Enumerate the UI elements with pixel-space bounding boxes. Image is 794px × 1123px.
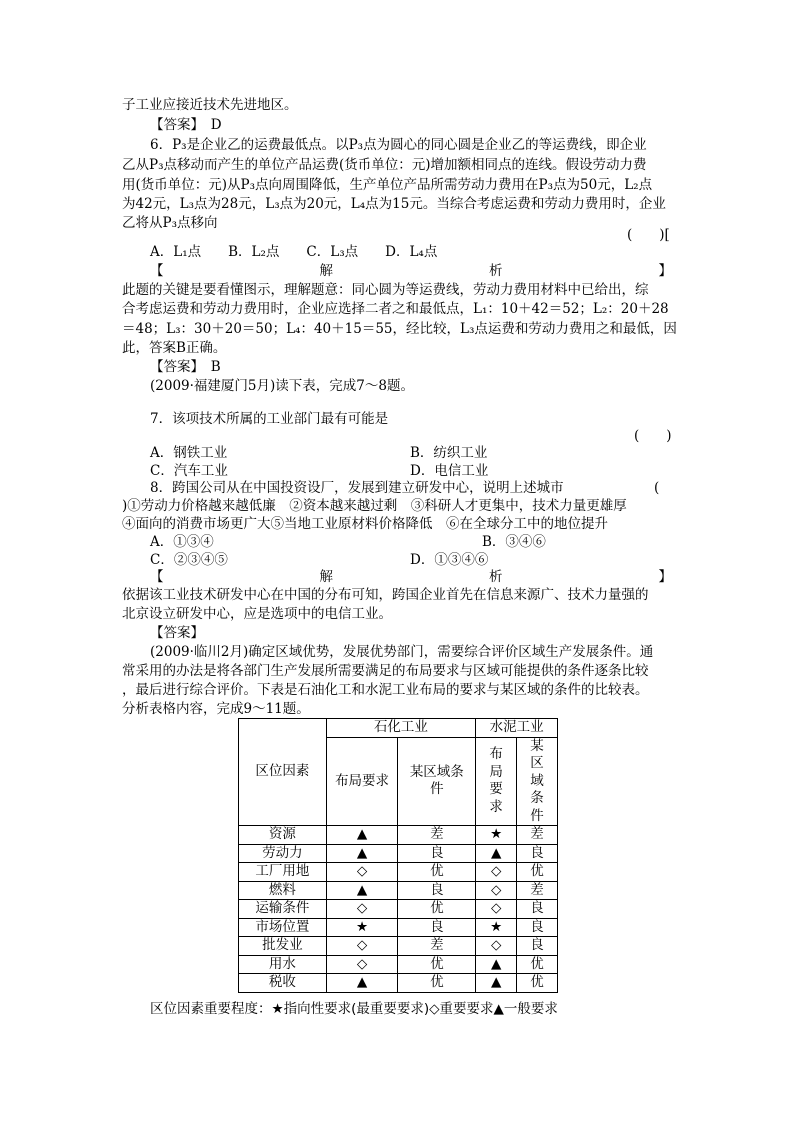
factor-cell: 劳动力 xyxy=(239,844,327,863)
header-cement-requirement: 布 局 要 求 xyxy=(476,737,517,826)
value-cell: 良 xyxy=(517,918,558,937)
value-cell: 良 xyxy=(398,844,476,863)
value-cell: 优 xyxy=(398,955,476,974)
q8-option-c: C．②③④⑤ xyxy=(150,552,228,568)
factor-cell: 批发业 xyxy=(239,937,327,956)
header-cement-condition: 某 区 域 条 件 xyxy=(517,737,558,826)
value-cell: ◇ xyxy=(326,955,398,974)
text-line: 常采用的办法是将各部门生产发展所需要满足的布局要求与区域可能提供的条件逐条比较 xyxy=(122,663,649,679)
header-factor: 区位因素 xyxy=(239,719,327,826)
text-line: 为42元，L₃点为28元，L₃点为20元，L₄点为15元。当综合考虑运费和劳动力费用时，企业 xyxy=(122,196,666,212)
header-cement: 水泥工业 xyxy=(476,719,558,738)
text-line: 分析表格内容，完成9～11题。 xyxy=(122,701,310,717)
q8-statements: )①劳动力价格越来越低廉 ②资本越来越过剩 ③科研人才更集中，技术力量更雄厚 xyxy=(122,498,627,514)
q8-option-d: D．①③④⑥ xyxy=(410,552,489,568)
analysis-header xyxy=(150,568,672,587)
xi-char: 析 xyxy=(489,569,503,585)
value-cell: ★ xyxy=(476,826,517,845)
value-cell: 优 xyxy=(517,863,558,882)
q6-options: A．L₁点 B．L₂点 C．L₃点 D．L₄点 xyxy=(150,244,438,260)
value-cell: 良 xyxy=(517,844,558,863)
value-cell: ◇ xyxy=(476,863,517,882)
answer-bracket: ( )[ xyxy=(627,227,670,243)
bracket-close: 】 xyxy=(658,569,672,585)
text-line: 乙从P₃点移动而产生的单位产品运费(货币单位：元)增加额相同点的连线。假设劳动力费 xyxy=(122,157,647,173)
value-cell: ◇ xyxy=(326,937,398,956)
jie-char: 解 xyxy=(319,263,333,279)
value-cell: ◇ xyxy=(326,863,398,882)
q8-option-b: B．③④⑥ xyxy=(482,534,546,550)
factor-cell: 燃料 xyxy=(239,881,327,900)
question-8: 8．跨国公司从在中国投资设厂，发展到建立研发中心，说明上述城市 xyxy=(150,480,564,496)
bracket-open: 【 xyxy=(150,569,164,585)
value-cell: ◇ xyxy=(476,937,517,956)
value-cell: ▲ xyxy=(476,955,517,974)
value-cell: 差 xyxy=(517,826,558,845)
analysis-text: 此题的关键是要看懂图示，理解题意：同心圆为等运费线，劳动力费用材料中已给出，综 xyxy=(122,282,649,298)
answer-bracket: ( xyxy=(654,480,660,496)
value-cell: ★ xyxy=(476,918,517,937)
value-cell: ◇ xyxy=(476,881,517,900)
value-cell: 差 xyxy=(517,881,558,900)
answer-bracket: ( ) xyxy=(634,428,672,444)
value-cell: 良 xyxy=(398,918,476,937)
analysis-text: 合考虑运费和劳动力费用时，企业应选择二者之和最低点，L₁：10＋42＝52；L₂：20＋28 xyxy=(122,301,669,317)
comparison-table xyxy=(238,718,558,993)
answer-line: 【答案】 D xyxy=(150,117,222,133)
header-petro-condition: 某区域条 件 xyxy=(398,737,476,826)
analysis-header xyxy=(150,262,672,281)
answer-line: 【答案】 xyxy=(150,625,204,641)
value-cell: 良 xyxy=(517,937,558,956)
value-cell: 差 xyxy=(398,937,476,956)
bracket-close: 】 xyxy=(658,263,672,279)
text-line: 用(货币单位：元)从P₃点向周围降低，生产单位产品所需劳动力费用在P₃点为50元，L₂点 xyxy=(122,177,653,193)
answer-line: 【答案】 B xyxy=(150,359,221,375)
factor-cell: 运输条件 xyxy=(239,900,327,919)
value-cell: ◇ xyxy=(326,900,398,919)
value-cell: ◇ xyxy=(476,900,517,919)
value-cell: ★ xyxy=(326,918,398,937)
value-cell: ▲ xyxy=(326,881,398,900)
value-cell: ▲ xyxy=(326,974,398,993)
legend-footnote: 区位因素重要程度：★指向性要求(最重要要求)◇重要要求▲一般要求 xyxy=(150,1001,558,1017)
factor-cell: 用水 xyxy=(239,955,327,974)
text-line: ，最后进行综合评价。下表是石油化工和水泥工业布局的要求与某区域的条件的比较表。 xyxy=(122,682,649,698)
factor-cell: 工厂用地 xyxy=(239,863,327,882)
value-cell: 差 xyxy=(398,826,476,845)
analysis-text: 北京设立研发中心，应是选项中的电信工业。 xyxy=(122,606,392,622)
q7-option-d: D．电信工业 xyxy=(410,463,489,479)
value-cell: 优 xyxy=(398,900,476,919)
factor-cell: 税收 xyxy=(239,974,327,993)
header-petrochemical: 石化工业 xyxy=(326,719,476,738)
value-cell: 良 xyxy=(398,881,476,900)
analysis-text: ＝48；L₃：30＋20＝50；L₄：40＋15＝55，经比较，L₃点运费和劳动力费用之和最低，因 xyxy=(122,321,677,337)
text-line: 子工业应接近技术先进地区。 xyxy=(122,97,298,113)
q7-option-b: B．纺织工业 xyxy=(410,445,488,461)
q8-statements: ④面向的消费市场更广大⑤当地工业原材料价格降低 ⑥在全球分工中的地位提升 xyxy=(122,516,608,532)
source-line: (2009·临川2月)确定区域优势，发展优势部门，需要综合评价区域生产发展条件。通 xyxy=(150,644,654,660)
value-cell: ▲ xyxy=(326,826,398,845)
text-line: 乙将从P₃点移向 xyxy=(122,215,218,231)
value-cell: ▲ xyxy=(326,844,398,863)
question-6: 6．P₃是企业乙的运费最低点。以P₃点为圆心的同心圆是企业乙的等运费线，即企业 xyxy=(150,137,647,153)
factor-cell: 市场位置 xyxy=(239,918,327,937)
analysis-text: 依据该工业技术研发中心在中国的分布可知，跨国企业首先在信息来源广、技术力量强的 xyxy=(122,587,649,603)
question-7: 7．该项技术所属的工业部门最有可能是 xyxy=(150,411,389,427)
analysis-text: 此，答案B正确。 xyxy=(122,340,227,356)
xi-char: 析 xyxy=(489,263,503,279)
value-cell: 优 xyxy=(398,974,476,993)
jie-char: 解 xyxy=(319,569,333,585)
q8-option-a: A．①③④ xyxy=(150,534,214,550)
source-line: (2009·福建厦门5月)读下表，完成7～8题。 xyxy=(150,378,414,394)
value-cell: 优 xyxy=(517,974,558,993)
value-cell: 良 xyxy=(517,900,558,919)
q7-option-c: C．汽车工业 xyxy=(150,463,228,479)
factor-cell: 资源 xyxy=(239,826,327,845)
q7-option-a: A．钢铁工业 xyxy=(150,445,228,461)
bracket-open: 【 xyxy=(150,263,164,279)
value-cell: ▲ xyxy=(476,844,517,863)
value-cell: ▲ xyxy=(476,974,517,993)
value-cell: 优 xyxy=(517,955,558,974)
header-petro-requirement: 布局要求 xyxy=(326,737,398,826)
value-cell: 优 xyxy=(398,863,476,882)
